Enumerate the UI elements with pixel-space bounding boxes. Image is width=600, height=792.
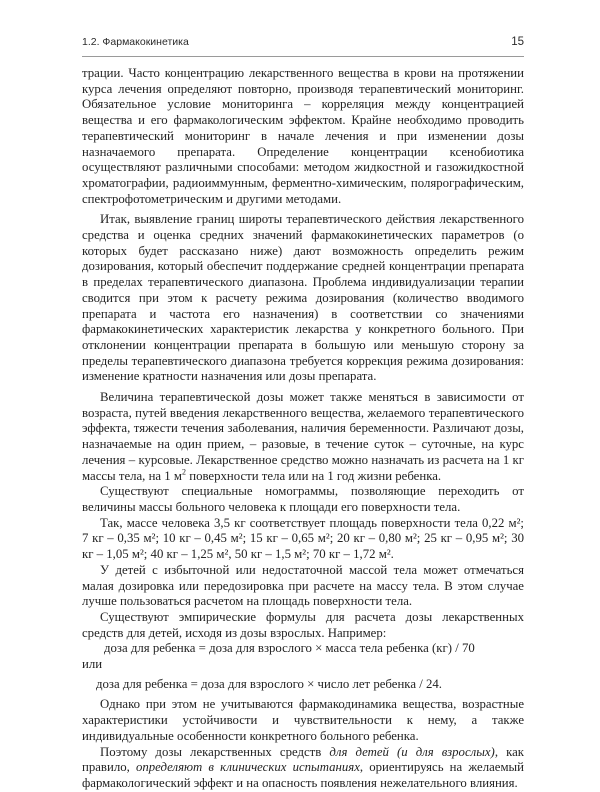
paragraph-nomograms: Существуют специальные номограммы, позволяющие переходить от величины массы больного человека к площади его поверхности тела.: [82, 484, 524, 514]
paragraph-therapeutic-dose: [82, 390, 524, 484]
header-rule: [82, 56, 524, 57]
paragraph-limitations: Однако при этом не учитываются фармакодинамика вещества, возрастные характеристики устойчивости и чувствительности к нему, а также индивидуальные особенности конкретного больного ребенка.: [82, 697, 524, 743]
formula-by-age: доза для ребенка = доза для взрослого × число лет ребенка / 24.: [96, 676, 442, 691]
clinical-trials-text-b: , как правило,: [82, 744, 525, 775]
clinical-trials-text-a: Поэтому дозы лекарственных средств: [100, 744, 330, 759]
paragraph-monitoring: трации. Часто концентрацию лекарственного вещества в крови на протяжении курса лечения определяют повторно, производя терапевтический мониторинг. Обязательное условие мониторинга – корреляция между концентрацией вещества и его фармакологическим эффектом. Крайне необходимо проводить терапевтический мониторинг в начале лечения и при изменении дозы назначаемого препарата. Определение концентрации ксенобиотика осуществляют различными способами: методом жидкостной и газожидкостной хроматографии, радиоиммунным, ферментно-химическим, полярографическим, спектрофотометрическим и другими методами.: [82, 66, 524, 206]
paragraph-excess-weight: У детей с избыточной или недостаточной массой тела может отмечаться малая дозировка или передозировка при расчете на массу тела. В этом случае лучше пользоваться расчетом на площадь поверхности тела.: [82, 562, 524, 609]
section-title: 1.2. Фармакокинетика: [82, 36, 189, 48]
superscript-two: 2: [182, 467, 187, 477]
paragraph-body-surface-values: Так, массе человека 3,5 кг соответствует площадь поверхности тела 0,22 м²; 7 кг – 0,35 м²; 10 кг – 0,45 м²; 15 кг – 0,65 м²; 20 кг – 0,80 м²; 25 кг – 0,95 м²; 30 кг – 1,05 м²; 40 кг – 1,25 м², 50 кг – 1,5 м²; 70 кг – 1,72 м².: [82, 515, 524, 562]
formula-by-weight: доза для ребенка = доза для взрослого × масса тела ребенка (кг) / 70: [104, 641, 475, 656]
clinical-trials-text-c: , ориентируясь на желаемый фармакологический эффект и на опасность появления нежелательного влияния.: [82, 760, 524, 790]
formula-separator-or: или: [82, 657, 103, 672]
running-header: [82, 36, 524, 54]
italic-clinical-trials: определяют в клинических испытаниях: [135, 760, 360, 775]
paragraph-dosing-regimen: Итак, выявление границ широты терапевтического действия лекарственного средства и оценка средних значений фармакокинетических параметров (о которых будет рассказано ниже) дают возможность определить режим дозирования, который обеспечит поддержание средней концентрации препарата в пределах терапевтического диапазона. Проблема индивидуализации терапии сводится при этом к расчету режима дозирования (количество вводимого препарата и частота его назначения) в соответствии со значениями фармакокинетических характеристик лекарства у конкретного больного. При отклонении концентрации препарата в большую или меньшую сторону за пределы терапевтического диапазона требуется коррекция режима дозирования: изменение кратности назначения или дозы препарата.: [82, 212, 524, 384]
italic-for-children: для детей (и для взрослых): [329, 744, 495, 759]
paragraph-clinical-trials: [82, 745, 524, 792]
paragraph-therapeutic-dose-end: поверхности тела или на 1 год жизни ребенка.: [186, 468, 442, 483]
page-number: 15: [511, 36, 524, 48]
paragraph-therapeutic-dose-text: Величина терапевтической дозы может также меняться в зависимости от возраста, путей введения лекарственного вещества, желаемого терапевтического эффекта, тяжести течения заболевания, наличия беременности. Различают дозы, назначаемые на один прием, – разовые, в течение суток – суточные, на курс лечения – курсовые. Лекарственное средство можно назначать из расчета на 1 кг массы тела, на 1 м: [82, 390, 524, 483]
page-body: [82, 66, 524, 792]
paragraph-empirical-formulas: Существуют эмпирические формулы для расчета дозы лекарственных средств для детей, исходя из дозы взрослых. Например:: [82, 609, 524, 640]
